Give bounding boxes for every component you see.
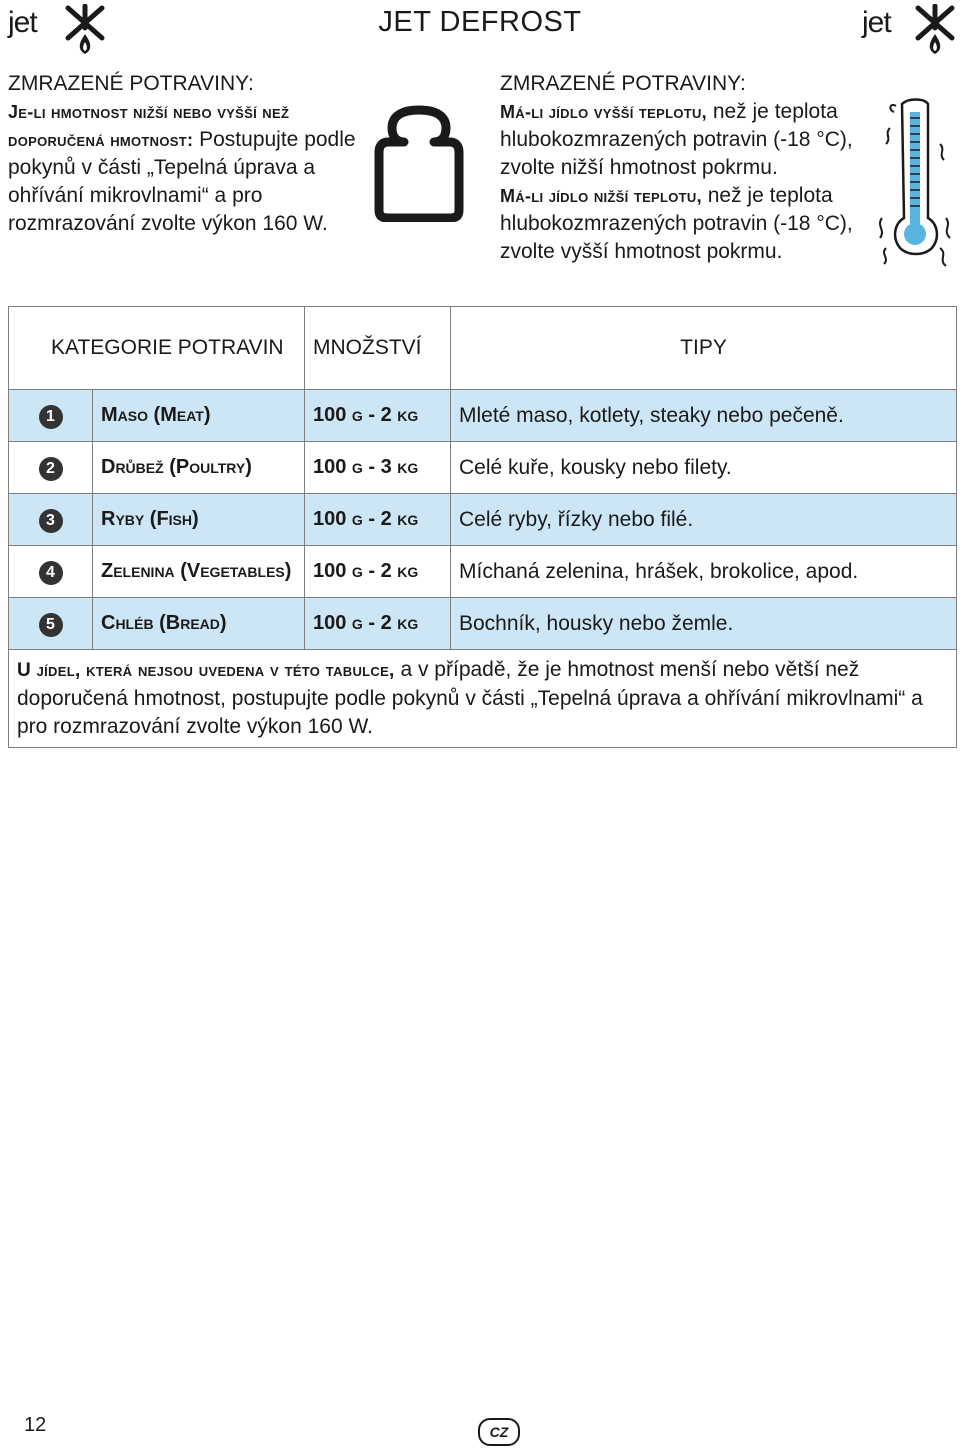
page-title: JET DEFROST bbox=[378, 6, 582, 38]
table-note-row bbox=[9, 650, 957, 748]
column-header-tips: TIPY bbox=[451, 307, 957, 390]
quantity-cell: 100 g - 2 kg bbox=[305, 598, 451, 650]
brand-logo-right bbox=[862, 4, 960, 56]
section-heading: ZMRAZENÉ POTRAVINY: bbox=[500, 72, 746, 95]
table-row bbox=[9, 494, 957, 546]
tip-cell: Celé kuře, kousky nebo filety. bbox=[451, 442, 957, 494]
table-note bbox=[9, 650, 957, 748]
weight-icon bbox=[374, 102, 464, 222]
table-row bbox=[9, 390, 957, 442]
row-number-badge: 2 bbox=[39, 457, 63, 481]
frozen-thermometer-icon bbox=[874, 98, 958, 268]
category-cell: Chléb (Bread) bbox=[93, 598, 305, 650]
tip-cell: Mleté maso, kotlety, steaky nebo pečeně. bbox=[451, 390, 957, 442]
category-cell: Ryby (Fish) bbox=[93, 494, 305, 546]
table-row bbox=[9, 442, 957, 494]
quantity-cell: 100 g - 2 kg bbox=[305, 494, 451, 546]
table-header-row bbox=[9, 307, 957, 390]
logo-text: jet bbox=[862, 6, 891, 39]
tip-cell: Míchaná zelenina, hrášek, brokolice, apod. bbox=[451, 546, 957, 598]
frozen-food-weight-note bbox=[8, 70, 373, 238]
note-text: a v případě, že je hmotnost menší nebo větší než doporučená hmotnost, postupujte podle pokynů v části „Tepelná úprava a ohřívání mikrovlnami“ a pro rozmrazování zvolte výkon 160 W. bbox=[17, 658, 923, 738]
condition-label: Je-li hmotnost nižší nebo vyšší než doporučená hmotnost: bbox=[8, 102, 290, 150]
column-header-category: KATEGORIE POTRAVIN bbox=[9, 307, 305, 390]
page-number: 12 bbox=[24, 1414, 47, 1436]
row-number-badge: 1 bbox=[39, 405, 63, 429]
row-number-badge: 4 bbox=[39, 561, 63, 585]
logo-text: jet bbox=[8, 6, 37, 39]
frozen-food-temperature-note bbox=[500, 70, 870, 266]
condition-label: Má-li jídlo vyšší teplotu, bbox=[500, 102, 707, 122]
table-row bbox=[9, 546, 957, 598]
row-number-badge: 3 bbox=[39, 509, 63, 533]
defrost-table bbox=[8, 306, 957, 748]
quantity-cell: 100 g - 2 kg bbox=[305, 546, 451, 598]
row-number-badge: 5 bbox=[39, 613, 63, 637]
note-lead: U jídel, která nejsou uvedena v této tabulce, bbox=[17, 660, 395, 681]
category-cell: Maso (Meat) bbox=[93, 390, 305, 442]
quantity-cell: 100 g - 2 kg bbox=[305, 390, 451, 442]
instruction-text: Postupujte podle pokynů v části „Tepelná úprava a ohřívání mikrovlnami“ a pro rozmrazování zvolte výkon 160 W. bbox=[8, 128, 356, 235]
section-heading: ZMRAZENÉ POTRAVINY: bbox=[8, 72, 254, 95]
condition-label: Má-li jídlo nižší teplotu, bbox=[500, 186, 702, 206]
column-header-quantity: MNOŽSTVÍ bbox=[305, 307, 451, 390]
tip-cell: Bochník, housky nebo žemle. bbox=[451, 598, 957, 650]
country-code-badge: CZ bbox=[478, 1418, 520, 1446]
instruction-text: než je teplota hlubokozmrazených potravin (-18 °C), zvolte nižší hmotnost pokrmu. bbox=[500, 100, 853, 179]
quantity-cell: 100 g - 3 kg bbox=[305, 442, 451, 494]
snowflake-drop-icon bbox=[912, 4, 958, 56]
category-cell: Zelenina (Vegetables) bbox=[93, 546, 305, 598]
category-cell: Drůbež (Poultry) bbox=[93, 442, 305, 494]
table-row bbox=[9, 598, 957, 650]
instruction-text: než je teplota hlubokozmrazených potravin (-18 °C), zvolte vyšší hmotnost pokrmu. bbox=[500, 184, 853, 263]
tip-cell: Celé ryby, řízky nebo filé. bbox=[451, 494, 957, 546]
